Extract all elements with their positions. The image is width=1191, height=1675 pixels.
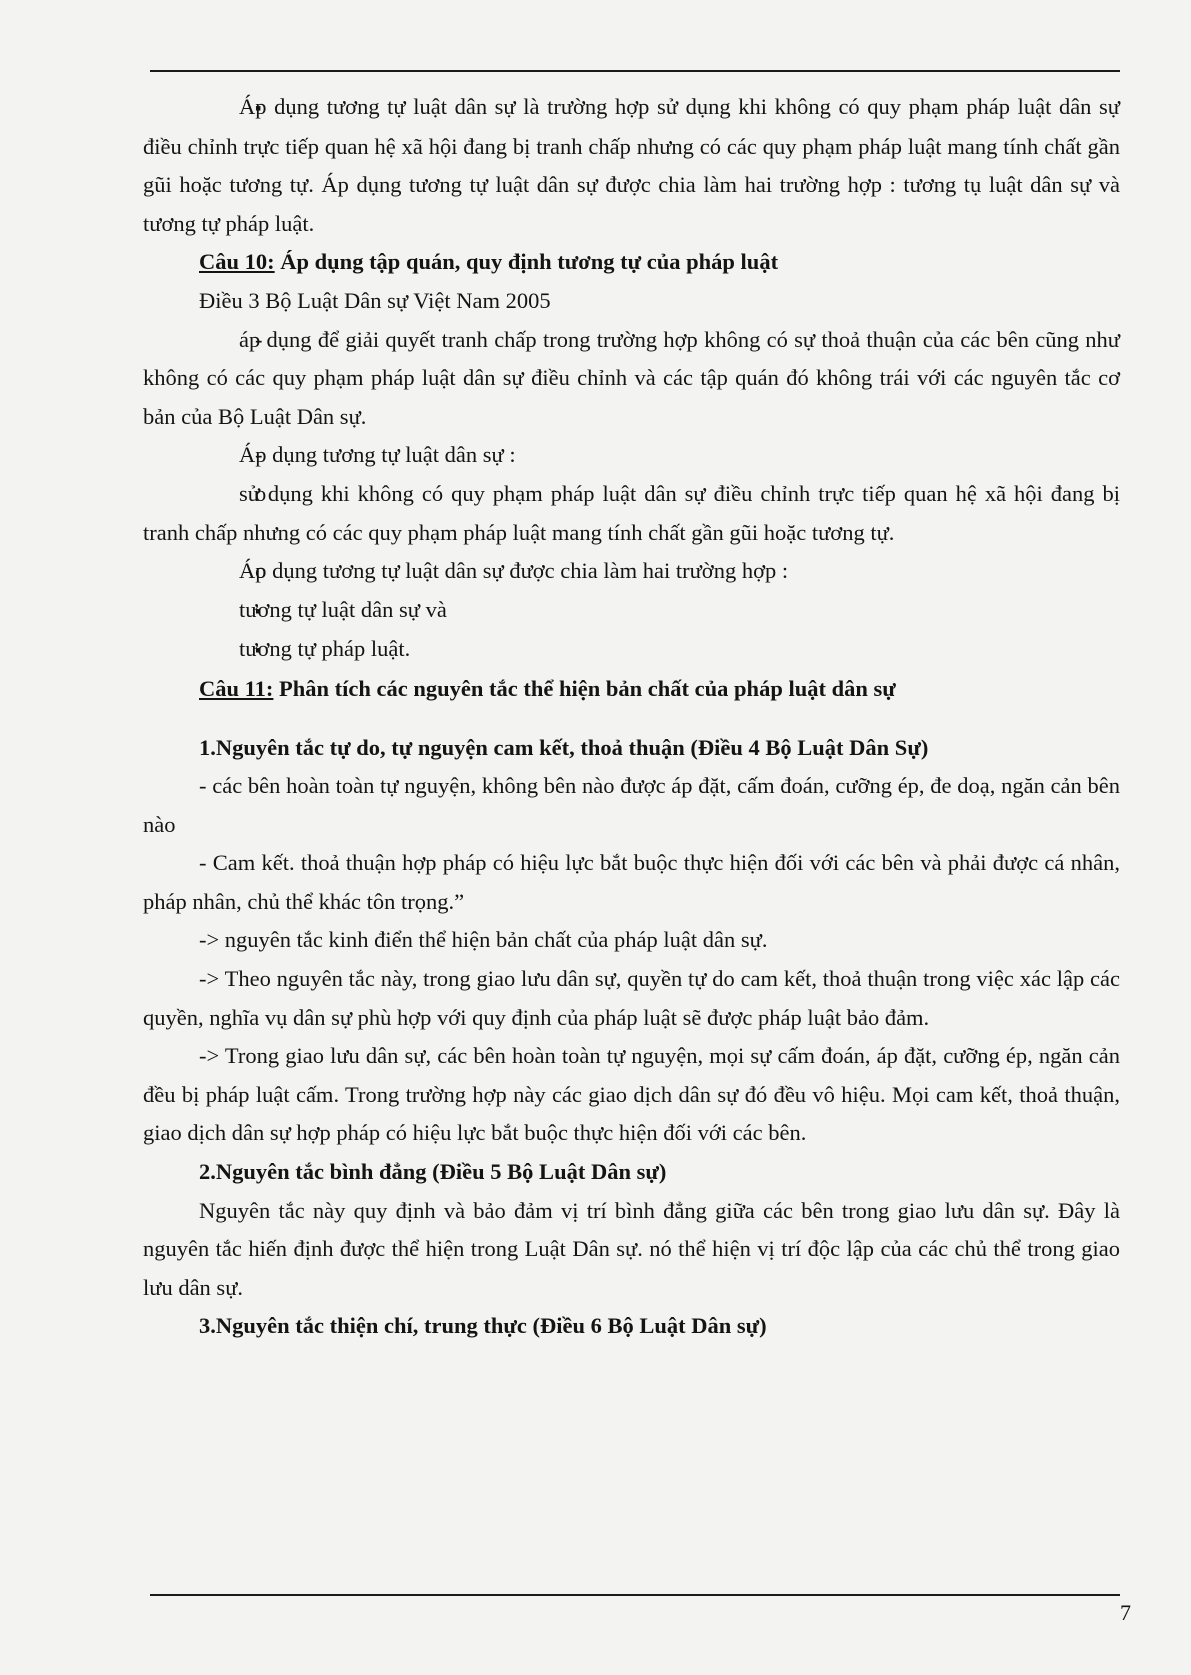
paragraph-binding-commitment: - Cam kết. thoả thuận hợp pháp có hiệu lực bắt buộc thực hiện đối với các bên và phải được cá nhân, pháp nhân, chủ thể khác tôn trọng.” bbox=[143, 850, 1120, 914]
question-11-title: Phân tích các nguyên tắc thể hiện bản chất của pháp luật dân sự bbox=[273, 675, 896, 701]
question-10-label: Câu 10: bbox=[199, 249, 275, 275]
footer-rule bbox=[150, 1594, 1120, 1596]
paragraph-analogy-label: - Áp dụng tương tự luật dân sự : bbox=[143, 436, 1120, 475]
paragraph-freedom-guaranteed: -> Theo nguyên tắc này, trong giao lưu dân sự, quyền tự do cam kết, thoả thuận trong việc xác lập các quyền, nghĩa vụ dân sự phù hợp với quy định của pháp luật sẽ được pháp luật bảo đảm. bbox=[143, 966, 1120, 1030]
question-11-heading bbox=[143, 670, 1120, 709]
paragraph-coercion-prohibited: -> Trong giao lưu dân sự, các bên hoàn toàn tự nguyện, mọi sự cấm đoán, áp đặt, cưỡng ép, ngăn cản đều bị pháp luật cấm. Trong trường hợp này các giao dịch dân sự đó đều vô hiệu. Mọi cam kết, thoả thuận, giao dịch dân sự hợp pháp có hiệu lực bắt buộc thực hiện đối với các bên. bbox=[143, 1043, 1120, 1146]
spacer bbox=[143, 709, 1120, 729]
principle-1-heading: 1.Nguyên tắc tự do, tự nguyện cam kết, thoả thuận (Điều 4 Bộ Luật Dân Sự) bbox=[199, 734, 929, 760]
paragraph-voluntary: - các bên hoàn toàn tự nguyện, không bên nào được áp đặt, cấm đoán, cưỡng ép, đe doạ, ngăn cản bên nào bbox=[143, 773, 1120, 837]
list-item-civil-analogy: ▪ tương tự luật dân sự và bbox=[143, 591, 1120, 631]
page-content bbox=[143, 88, 1120, 1346]
paragraph-custom-application: - áp dụng để giải quyết tranh chấp trong trường hợp không có sự thoả thuận của các bên cũng như không có các quy phạm pháp luật dân sự điều chỉnh và các tập quán đó không trái với các nguyên tắc cơ bản của Bộ Luật Dân sự. bbox=[143, 321, 1120, 437]
principle-2-heading: 2.Nguyên tắc bình đẳng (Điều 5 Bộ Luật Dân sự) bbox=[199, 1159, 667, 1185]
question-11-label: Câu 11: bbox=[199, 675, 274, 701]
question-10-heading bbox=[143, 243, 1120, 282]
paragraph-analogy-definition: ▪ Áp dụng tương tự luật dân sự là trường hợp sử dụng khi không có quy phạm pháp luật dân sự điều chỉnh trực tiếp quan hệ xã hội đang bị tranh chấp nhưng có các quy phạm pháp luật mang tính chất gần gũi hoặc tương tự. Áp dụng tương tự luật dân sự được chia làm hai trường hợp : tương tụ luật dân sự và tương tự pháp luật. bbox=[143, 88, 1120, 243]
paragraph-analogy-cases: o Áp dụng tương tự luật dân sự được chia làm hai trường hợp : bbox=[143, 552, 1120, 591]
paragraph-analogy-usage: o sử dụng khi không có quy phạm pháp luật dân sự điều chỉnh trực tiếp quan hệ xã hội đang bị tranh chấp nhưng có các quy phạm pháp luật mang tính chất gần gũi hoặc tương tự. bbox=[143, 475, 1120, 552]
paragraph-classic-principle: -> nguyên tắc kinh điển thể hiện bản chất của pháp luật dân sự. bbox=[199, 927, 768, 953]
article-reference: Điều 3 Bộ Luật Dân sự Việt Nam 2005 bbox=[199, 287, 551, 313]
header-rule bbox=[150, 70, 1120, 72]
list-item-law-analogy: ▪ tương tự pháp luật. bbox=[143, 630, 1120, 670]
page-number: 7 bbox=[1120, 1600, 1131, 1625]
question-10-title: Áp dụng tập quán, quy định tương tự của pháp luật bbox=[274, 249, 779, 275]
principle-3-heading: 3.Nguyên tắc thiện chí, trung thực (Điều 6 Bộ Luật Dân sự) bbox=[199, 1313, 767, 1339]
paragraph-equality: Nguyên tắc này quy định và bảo đảm vị trí bình đẳng giữa các bên trong giao lưu dân sự. Đây là nguyên tắc hiến định được thể hiện trong Luật Dân sự. nó thể hiện vị trí độc lập của các chủ thể trong giao lưu dân sự. bbox=[143, 1197, 1120, 1300]
